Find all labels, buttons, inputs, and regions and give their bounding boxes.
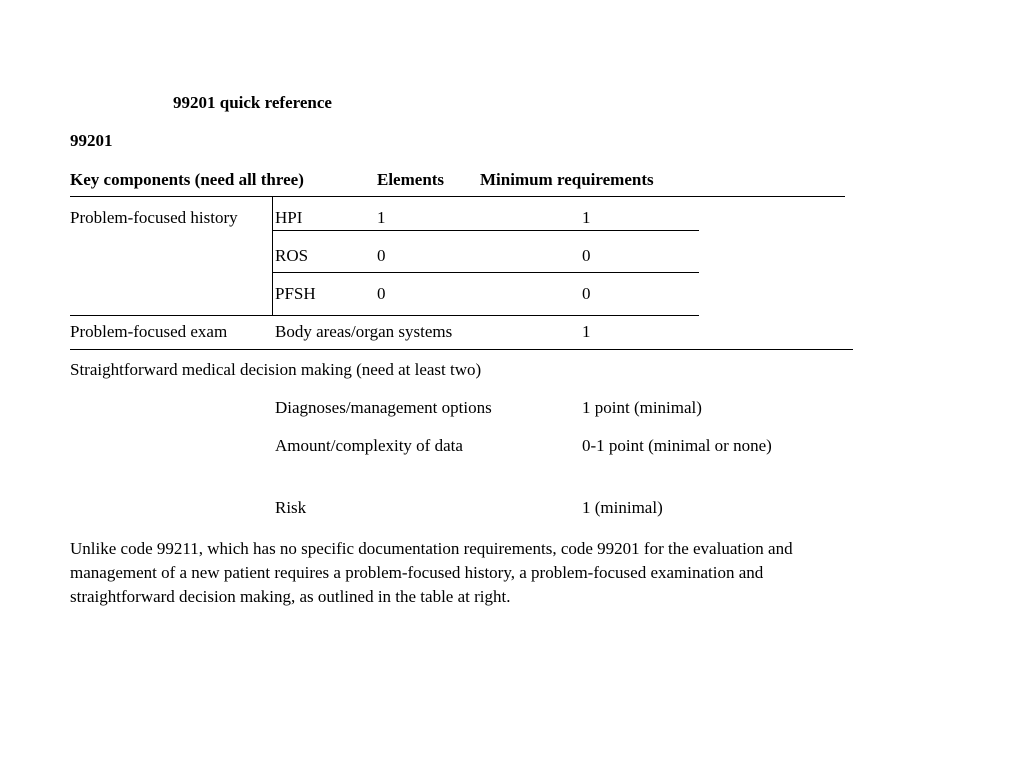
page-title: 99201 quick reference — [173, 93, 332, 112]
mdm-minimum: 1 (minimal) — [582, 498, 663, 517]
history-minimum: 0 — [582, 246, 591, 265]
history-label: Problem-focused history — [70, 208, 238, 227]
row-divider — [272, 230, 699, 231]
header-key-components: Key components (need all three) — [70, 170, 304, 189]
caption-paragraph: Unlike code 99211, which has no specific documentation requirements, code 99201 for the evaluation and management of a new patient requires a problem-focused history, a problem-focused examination and straightforward decision making, as outlined in the table at right. — [70, 539, 793, 606]
mdm-minimum: 0-1 point (minimal or none) — [582, 436, 772, 455]
history-element-count: 1 — [377, 208, 386, 227]
section-divider — [70, 349, 853, 350]
exam-label: Problem-focused exam — [70, 322, 228, 341]
row-divider — [272, 272, 699, 273]
history-element-count: 0 — [377, 246, 386, 265]
mdm-minimum: 1 point (minimal) — [582, 398, 702, 417]
header-elements: Elements — [377, 170, 445, 189]
header-minimum-requirements: Minimum requirements — [480, 170, 654, 189]
history-vertical-divider — [272, 197, 273, 315]
mdm-label: Straightforward medical decision making (need at least two) — [70, 360, 482, 379]
header-divider — [70, 196, 845, 197]
history-minimum: 1 — [582, 208, 591, 227]
history-element-count: 0 — [377, 284, 386, 303]
mdm-element-name: Risk — [275, 498, 307, 517]
exam-minimum: 1 — [582, 322, 591, 341]
history-element-name: ROS — [275, 246, 309, 265]
history-minimum: 0 — [582, 284, 591, 303]
mdm-element-name: Diagnoses/management options — [275, 398, 492, 417]
mdm-element-name: Amount/complexity of data — [275, 436, 463, 455]
exam-element-name: Body areas/organ systems — [275, 322, 453, 341]
history-element-name: HPI — [275, 208, 303, 227]
history-element-name: PFSH — [275, 284, 316, 303]
row-divider — [70, 315, 699, 316]
code-heading: 99201 — [70, 131, 113, 150]
